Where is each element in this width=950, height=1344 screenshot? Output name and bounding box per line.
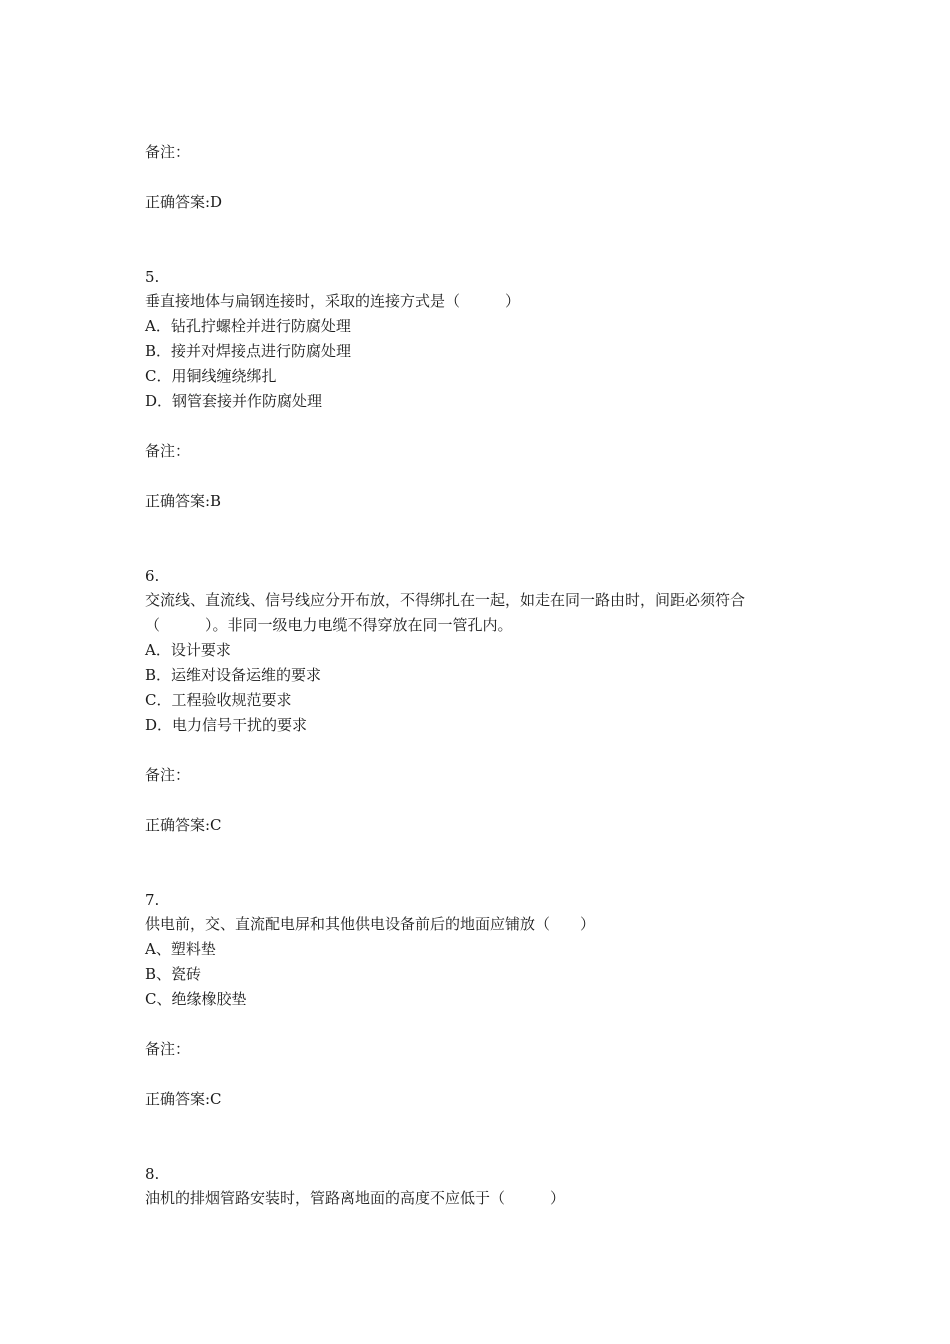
correct-answer: 正确答案:B (145, 492, 222, 510)
option-a: A．钻孔拧螺栓并进行防腐处理 (145, 317, 351, 335)
option-d: D．钢管套接并作防腐处理 (145, 392, 323, 410)
option-d: D．电力信号干扰的要求 (145, 716, 308, 734)
question-stem-continued: （ ）。非同一级电力电缆不得穿放在同一管孔内。 (145, 616, 513, 634)
correct-answer: 正确答案:C (145, 816, 222, 834)
question-number: 8. (145, 1165, 160, 1183)
question-stem: 垂直接地体与扁钢连接时，采取的连接方式是（ ） (145, 292, 521, 310)
note-label: 备注： (145, 442, 191, 460)
question-number: 7. (145, 891, 160, 909)
correct-answer: 正确答案:C (145, 1090, 222, 1108)
option-b: B．运维对设备运维的要求 (145, 666, 322, 684)
note-label: 备注： (145, 1040, 191, 1058)
question-stem: 交流线、直流线、信号线应分开布放，不得绑扎在一起，如走在同一路由时，间距必须符合 (145, 591, 746, 609)
question-stem: 油机的排烟管路安装时，管路离地面的高度不应低于（ ） (145, 1189, 566, 1207)
option-c: C．工程验收规范要求 (145, 691, 292, 709)
question-stem: 供电前，交、直流配电屏和其他供电设备前后的地面应铺放（ ） (145, 915, 596, 933)
option-c: C、绝缘橡胶垫 (145, 990, 247, 1008)
option-b: B、瓷砖 (145, 965, 202, 983)
option-b: B．接并对焊接点进行防腐处理 (145, 342, 352, 360)
option-c: C．用铜线缠绕绑扎 (145, 367, 277, 385)
note-label: 备注： (145, 766, 191, 784)
option-a: A．设计要求 (145, 641, 231, 659)
question-number: 6. (145, 567, 160, 585)
question-number: 5. (145, 268, 160, 286)
option-a: A、塑料垫 (145, 940, 216, 958)
correct-answer: 正确答案:D (145, 193, 223, 211)
note-label: 备注： (145, 143, 191, 161)
